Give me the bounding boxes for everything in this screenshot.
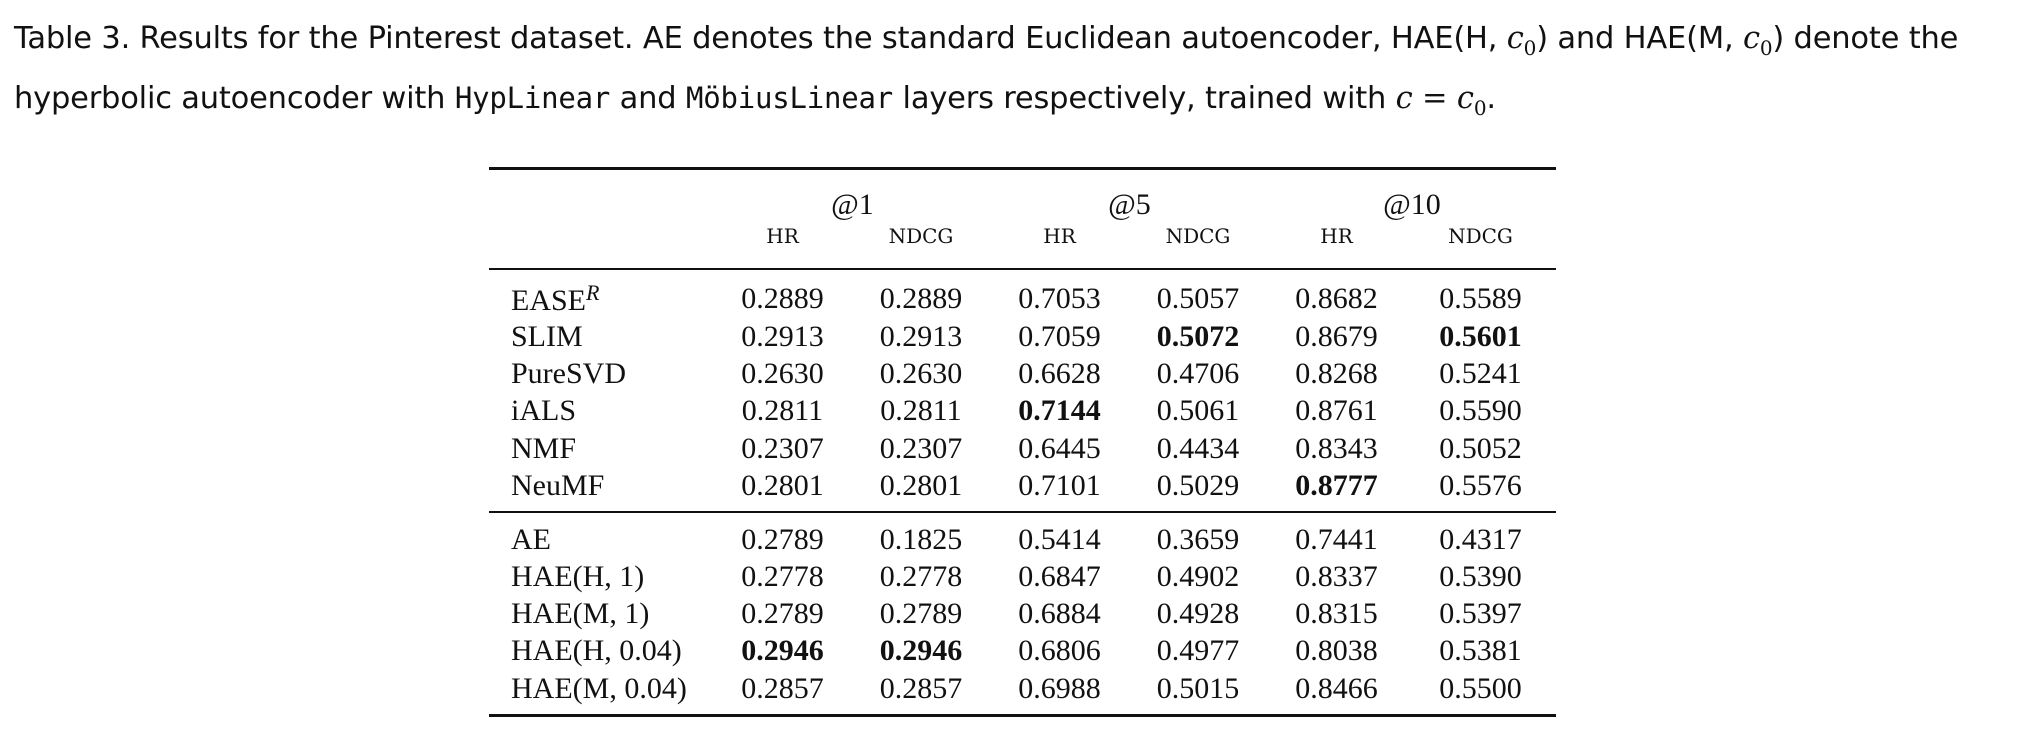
metric-cell: 0.7059 [1018, 319, 1101, 353]
table-row [489, 393, 1556, 430]
table-row [489, 430, 1556, 467]
metric-cell: 0.2307 [879, 431, 963, 465]
metric-cell: 0.2778 [879, 559, 963, 593]
metric-cell: 0.2789 [879, 597, 963, 631]
metric-cell: 0.7144 [1018, 394, 1101, 428]
metric-cell: 0.7053 [1018, 282, 1101, 315]
column-header: NDCG [851, 222, 991, 269]
model-name: HAE(M, 0.04) [489, 670, 714, 715]
model-name: NeuMF [489, 468, 714, 512]
metric-cell: 0.2801 [851, 468, 991, 512]
metric-cell: 0.5029 [1128, 468, 1268, 512]
metric-cell: 0.5601 [1439, 319, 1522, 353]
metric-cell: 0.2857 [851, 670, 991, 715]
metric-cell: 0.2811 [741, 394, 824, 428]
table-row [489, 633, 1556, 670]
caption-text: ) and HAE(M, [1536, 21, 1743, 56]
metric-cell: 0.4977 [1156, 634, 1240, 668]
caption-text: ) denote the [1772, 21, 1959, 56]
metric-cell: 0.5500 [1405, 670, 1556, 715]
math-c: $c_0$ [1742, 21, 1773, 60]
metric-cell: 0.8761 [1295, 394, 1378, 428]
group-header: @5 [1108, 188, 1151, 221]
table-row [489, 558, 1556, 595]
column-header: HR [1268, 222, 1405, 269]
metric-cell: 0.5390 [1439, 559, 1522, 593]
metric-cell: 0.5590 [1439, 394, 1522, 428]
group-header-row [489, 184, 1556, 222]
caption-line-1 [14, 14, 2034, 73]
metric-cell: 0.6445 [1018, 431, 1101, 465]
baseline-group [489, 269, 1556, 512]
caption-text: layers respectively, trained with [893, 81, 1396, 116]
metric-cell: 0.7101 [991, 468, 1128, 512]
caption-text: Table 3. Results for the Pinterest dataset. AE denotes the standard Euclidean autoencoder, HAE(H, [14, 21, 1507, 56]
metric-cell: 0.5072 [1156, 319, 1240, 353]
metric-cell: 0.4706 [1156, 357, 1240, 391]
group-header: @1 [831, 188, 874, 221]
metric-cell: 0.5397 [1439, 597, 1522, 631]
model-name: PureSVD [511, 357, 627, 391]
table-row [489, 468, 1556, 512]
caption-text: hyperbolic autoencoder with [14, 81, 455, 116]
model-name: $EASE^R$ [511, 280, 600, 317]
table-row [489, 269, 1556, 318]
metric-cell: 0.4928 [1156, 597, 1240, 631]
math-c: $c_0$ [1506, 21, 1537, 60]
metric-cell: 0.2889 [879, 282, 963, 315]
metric-cell: 0.8315 [1295, 597, 1378, 631]
model-name: HAE(H, 0.04) [511, 634, 682, 668]
metric-cell: 0.5589 [1439, 282, 1522, 315]
model-name: SLIM [511, 319, 583, 353]
metric-cell: 0.2913 [741, 319, 824, 353]
metric-cell: 0.2946 [879, 634, 963, 668]
results-table [489, 167, 1556, 717]
metric-cell: 0.5414 [1018, 523, 1101, 557]
metric-cell: 0.4434 [1156, 431, 1240, 465]
metric-cell: 0.6806 [1018, 634, 1101, 668]
metric-cell: 0.8679 [1295, 319, 1378, 353]
column-header: HR [714, 222, 851, 269]
metric-cell: 0.8337 [1295, 559, 1378, 593]
metric-cell: 0.2857 [714, 670, 851, 715]
column-header: HR [991, 222, 1128, 269]
model-name: HAE(H, 1) [511, 559, 645, 593]
metric-cell: 0.2789 [741, 523, 824, 557]
metric-cell: 0.1825 [879, 523, 963, 557]
metric-cell: 0.2889 [741, 282, 824, 315]
metric-cell: 0.5381 [1439, 634, 1522, 668]
metric-cell: 0.8777 [1268, 468, 1405, 512]
metric-cell: 0.8682 [1295, 282, 1378, 315]
table-row [489, 355, 1556, 392]
math-c-eq-c0: $c = c_0$ [1395, 81, 1487, 120]
metric-cell: 0.6988 [991, 670, 1128, 715]
metric-cell: 0.8268 [1295, 357, 1378, 391]
column-header-row [489, 222, 1556, 269]
metric-cell: 0.4902 [1156, 559, 1240, 593]
metric-cell: 0.8343 [1295, 431, 1378, 465]
metric-cell: 0.5057 [1156, 282, 1240, 315]
metric-cell: 0.2946 [741, 634, 824, 668]
metric-cell: 0.8466 [1268, 670, 1405, 715]
metric-cell: 0.4317 [1439, 523, 1522, 557]
metric-cell: 0.5052 [1439, 431, 1522, 465]
metric-cell: 0.2307 [741, 431, 824, 465]
metric-cell: 0.2630 [741, 357, 824, 391]
metric-cell: 0.2789 [741, 597, 824, 631]
column-header: NDCG [1405, 222, 1556, 269]
table-caption [14, 14, 2034, 133]
metric-cell: 0.5061 [1156, 394, 1240, 428]
table-row [489, 595, 1556, 632]
metric-cell: 0.5015 [1128, 670, 1268, 715]
model-name: HAE(M, 1) [511, 597, 650, 631]
group-header: @10 [1383, 188, 1441, 221]
caption-line-2 [14, 73, 2034, 133]
code-hyplinear: HypLinear [454, 81, 611, 115]
metric-cell: 0.5576 [1405, 468, 1556, 512]
code-mobiuslinear: MöbiusLinear [685, 81, 894, 115]
table-row [489, 318, 1556, 355]
metric-cell: 0.2801 [714, 468, 851, 512]
column-header: NDCG [1128, 222, 1268, 269]
table-row [489, 512, 1556, 558]
metric-cell: 0.2630 [879, 357, 963, 391]
metric-cell: 0.6884 [1018, 597, 1101, 631]
metric-cell: 0.2811 [880, 394, 962, 428]
model-name: iALS [511, 394, 577, 428]
metric-cell: 0.6628 [1018, 357, 1101, 391]
metric-cell: 0.6847 [1018, 559, 1101, 593]
metric-cell: 0.2778 [741, 559, 824, 593]
table-row [489, 670, 1556, 715]
model-name: AE [511, 523, 551, 557]
metric-cell: 0.5241 [1439, 357, 1522, 391]
metric-cell: 0.2913 [879, 319, 963, 353]
metric-cell: 0.8038 [1295, 634, 1378, 668]
model-name: NMF [511, 431, 577, 465]
metric-cell: 0.3659 [1156, 523, 1240, 557]
autoencoder-group [489, 512, 1556, 715]
results-table-wrapper [489, 167, 1556, 717]
caption-text: . [1486, 81, 1496, 116]
caption-text: and [610, 81, 686, 116]
metric-cell: 0.7441 [1295, 523, 1378, 557]
